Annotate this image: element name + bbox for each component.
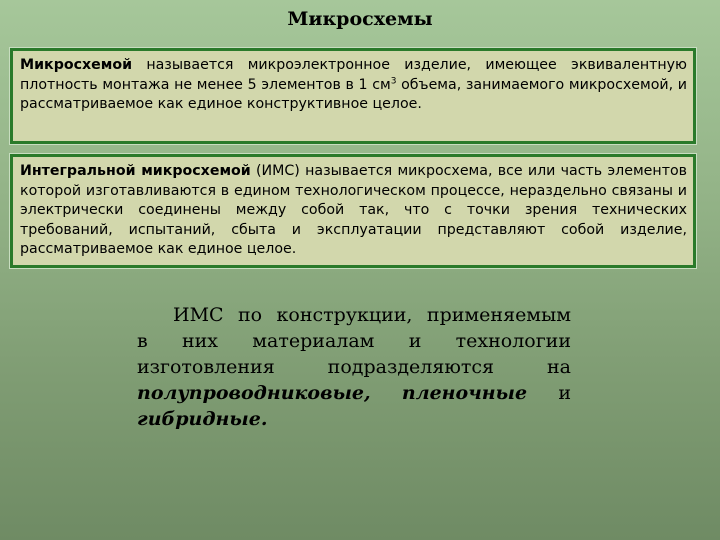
- classification-line-2: в них материалам и технологии: [137, 330, 571, 352]
- classification-paragraph: [137, 302, 571, 432]
- type-hybrid: гибридные: [137, 408, 261, 430]
- definition-box-integrated-circuit: [10, 154, 696, 268]
- classification-line-4: полупроводниковые, пленочные и: [137, 382, 571, 404]
- term-integrated-circuit: Интегральной микросхемой: [20, 163, 251, 179]
- cubic-superscript: 3: [390, 75, 397, 86]
- conjunction-and: и: [558, 382, 571, 404]
- classification-line-5: гибридные.: [137, 408, 268, 430]
- definition-box-microchip: [10, 48, 696, 144]
- type-film: пленочные: [401, 382, 528, 404]
- classification-line-1: ИМС по конструкции, применяемым: [173, 304, 571, 326]
- type-semiconductor: полупроводниковые: [137, 382, 364, 404]
- definition-text-part1: называется микроэлектронное изделие, имеющее эквивалентную плотность монтажа не менее 5 элементов в 1 см: [20, 57, 687, 93]
- definition-text: (ИМС) называется микросхема, все или часть элементов которой изготавливаются в едином технологическом процессе, нераздельно связаны и электрически соединены между собой так, что с точки зрения технических требований, испытаний, сбыта и эксплуатации представляют собой изделие, рассматриваемое как единое целое.: [20, 163, 687, 257]
- classification-line-3: изготовления подразделяются на: [137, 356, 571, 378]
- definition-text-part2: объема, занимаемого микросхемой, и рассматриваемое как единое конструктивное целое.: [20, 76, 687, 112]
- slide-title: Микросхемы: [287, 8, 433, 30]
- term-microchip: Микросхемой: [20, 57, 133, 73]
